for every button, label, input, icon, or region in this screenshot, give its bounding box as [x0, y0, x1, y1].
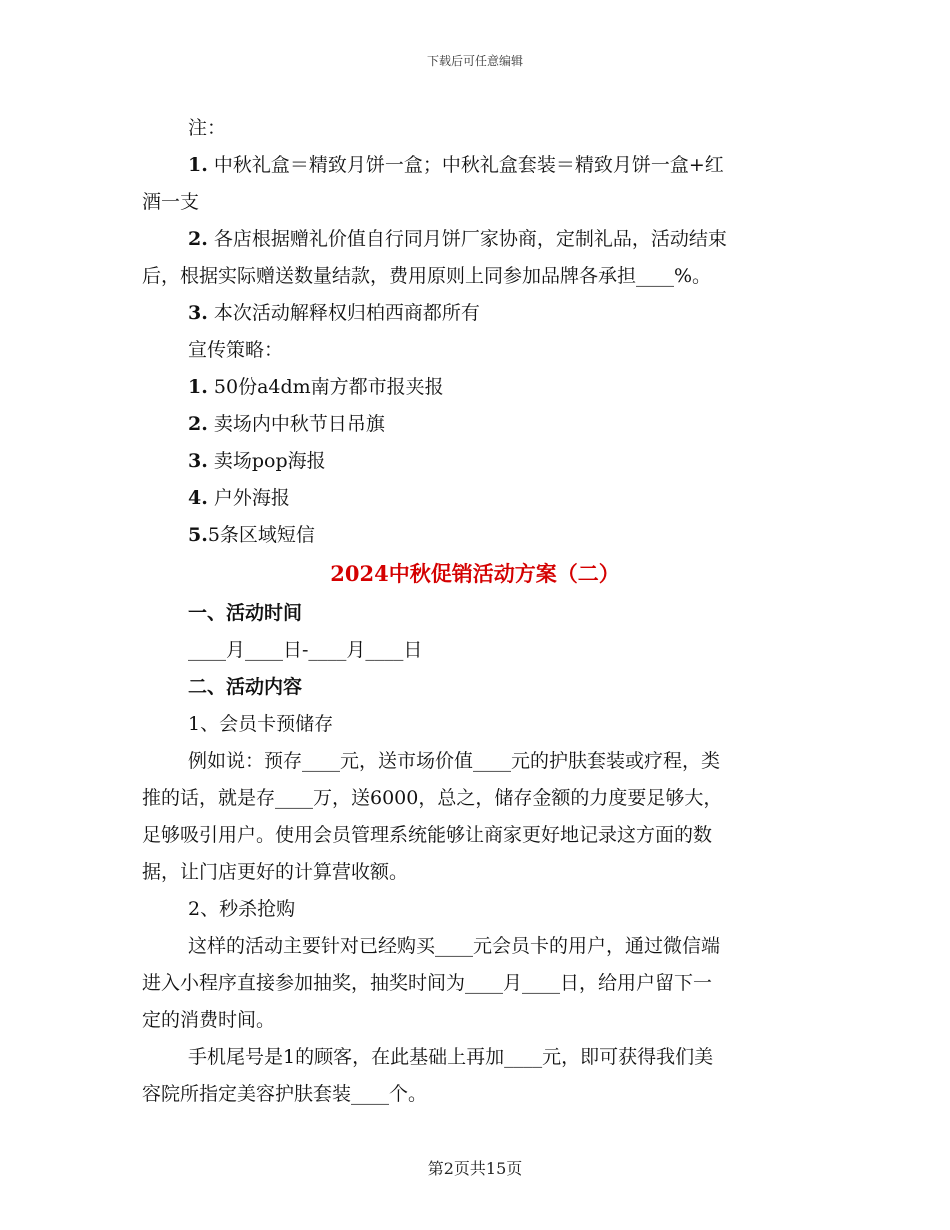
s2-sub1-line-2: 推的话，就是存____万，送6000，总之，储存金额的力度要足够大，: [142, 787, 723, 809]
promo-item-2: 2. 卖场内中秋节日吊旗: [188, 413, 385, 435]
notes-label: 注：: [188, 117, 227, 139]
note-3-number: 3.: [188, 302, 208, 324]
page-footer: 第2页共15页: [427, 1159, 523, 1178]
note-1-line-2: 酒一支: [142, 191, 200, 213]
s2-sub2-p2-line-1: 手机尾号是1的顾客，在此基础上再加____元，即可获得我们美: [188, 1046, 714, 1068]
page-header: 下载后可任意编辑: [426, 54, 523, 68]
note-3-line-1: 3. 本次活动解释权归柏西商都所有: [188, 302, 480, 324]
s1-heading: 一、活动时间: [188, 602, 303, 624]
s2-sub2-title: 2、秒杀抢购: [188, 898, 296, 920]
s1-text: ____月____日-____月____日: [188, 639, 423, 661]
promo-item-5: 5.5条区域短信: [188, 524, 315, 546]
s2-heading: 二、活动内容: [188, 676, 303, 698]
promo-item-4: 4. 户外海报: [188, 487, 290, 509]
note-1-number: 1.: [188, 154, 208, 176]
note-2-line-2: 后，根据实际赠送数量结款，费用原则上同参加品牌各承担____%。: [142, 265, 712, 287]
note-2-number: 2.: [188, 228, 208, 250]
s2-sub1-line-1: 例如说：预存____元，送市场价值____元的护肤套装或疗程，类: [188, 750, 721, 772]
promo-label: 宣传策略：: [188, 339, 284, 361]
section-title: 2024中秋促销活动方案（二）: [330, 561, 620, 586]
s2-sub2-p1-line-1: 这样的活动主要针对已经购买____元会员卡的用户，通过微信端: [188, 935, 721, 957]
s2-sub2-p1-line-2: 进入小程序直接参加抽奖，抽奖时间为____月____日，给用户留下一: [142, 972, 713, 994]
s2-sub2-p1-line-3: 定的消费时间。: [142, 1009, 276, 1031]
promo-item-3: 3. 卖场pop海报: [188, 450, 326, 472]
note-2-line-1: 2. 各店根据赠礼价值自行同月饼厂家协商，定制礼品，活动结束: [188, 228, 727, 250]
s2-sub1-line-4: 据，让门店更好的计算营收额。: [142, 861, 409, 883]
s2-sub1-title: 1、会员卡预储存: [188, 713, 334, 735]
note-1-line-1: 1. 中秋礼盒＝精致月饼一盒；中秋礼盒套装＝精致月饼一盒+红: [188, 154, 724, 176]
s2-sub1-line-3: 足够吸引用户。使用会员管理系统能够让商家更好地记录这方面的数: [142, 824, 713, 846]
s2-sub2-p2-line-2: 容院所指定美容护肤套装____个。: [142, 1083, 428, 1105]
promo-item-1: 1. 50份a4dm南方都市报夹报: [188, 376, 444, 398]
